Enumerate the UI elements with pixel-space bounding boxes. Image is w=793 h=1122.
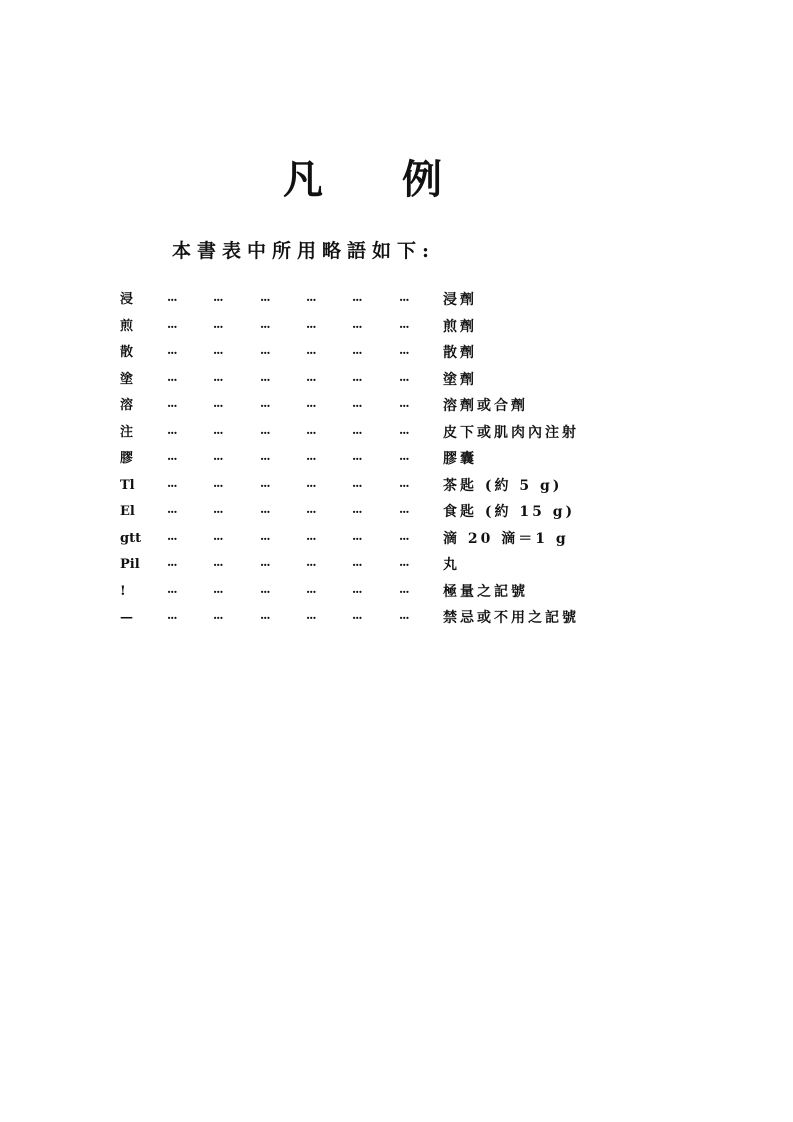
abbreviation-row — [0, 526, 793, 553]
leader-dots: ··· — [213, 558, 223, 572]
leader-dots: ··· — [213, 584, 223, 599]
abbreviation: Tl — [120, 477, 135, 493]
leader-dots: ··· — [399, 425, 409, 440]
leader-dots: ··· — [167, 425, 177, 440]
leader-dots: ··· — [399, 611, 409, 625]
abbreviation-meaning: 皮下或肌肉內注射 — [443, 424, 579, 441]
abbreviation-meaning: 浸劑 — [443, 292, 477, 308]
leader-dots: ··· — [260, 478, 270, 493]
abbreviation-meaning: 溶劑或合劑 — [443, 398, 528, 414]
leader-dots: ··· — [306, 399, 316, 413]
leader-dots: ··· — [213, 478, 223, 493]
abbreviation-row — [0, 605, 793, 632]
leader-dots: ··· — [399, 584, 409, 599]
abbreviation-row — [0, 287, 793, 314]
abbreviation-meaning: 散劑 — [443, 345, 477, 361]
abbreviation: ! — [120, 583, 126, 599]
leader-dots: ··· — [306, 346, 316, 360]
leader-dots: ··· — [167, 531, 177, 546]
leader-dots: ··· — [260, 425, 270, 440]
leader-dots: ··· — [260, 584, 270, 599]
abbreviation-meaning: 極量之記號 — [443, 583, 528, 600]
leader-dots: ··· — [399, 452, 409, 466]
leader-dots: ··· — [213, 531, 223, 546]
leader-dots: ··· — [260, 558, 270, 572]
abbreviation-meaning: 禁忌或不用之記號 — [443, 610, 579, 626]
leader-dots: ··· — [306, 452, 316, 466]
leader-dots: ··· — [260, 372, 270, 387]
leader-dots: ··· — [352, 505, 362, 519]
abbreviation-row — [0, 579, 793, 606]
leader-dots: ··· — [352, 346, 362, 360]
abbreviation-meaning: 滴 20 滴＝1 g — [443, 530, 569, 547]
leader-dots: ··· — [306, 319, 316, 334]
leader-dots: ··· — [352, 399, 362, 413]
leader-dots: ··· — [352, 531, 362, 546]
leader-dots: ··· — [167, 584, 177, 599]
leader-dots: ··· — [352, 452, 362, 466]
leader-dots: ··· — [167, 611, 177, 625]
leader-dots: ··· — [260, 399, 270, 413]
leader-dots: ··· — [167, 478, 177, 493]
abbreviation-row — [0, 446, 793, 473]
leader-dots: ··· — [260, 611, 270, 625]
leader-dots: ··· — [260, 452, 270, 466]
leader-dots: ··· — [352, 319, 362, 334]
leader-dots: ··· — [213, 452, 223, 466]
abbreviation-row — [0, 420, 793, 447]
leader-dots: ··· — [352, 372, 362, 387]
leader-dots: ··· — [306, 531, 316, 546]
abbreviation-row — [0, 473, 793, 500]
leader-dots: ··· — [399, 478, 409, 493]
leader-dots: ··· — [399, 372, 409, 387]
abbreviation-meaning: 膠囊 — [443, 451, 477, 467]
leader-dots: ··· — [399, 558, 409, 572]
leader-dots: ··· — [260, 346, 270, 360]
leader-dots: ··· — [260, 319, 270, 334]
leader-dots: ··· — [167, 319, 177, 334]
leader-dots: ··· — [260, 293, 270, 307]
abbreviation: 膠 — [120, 451, 134, 466]
abbreviation-meaning: 食匙 (約 15 g) — [443, 504, 576, 520]
leader-dots: ··· — [352, 478, 362, 493]
leader-dots: ··· — [167, 452, 177, 466]
intro-text: 本書表中所用略語如下: — [172, 240, 436, 262]
leader-dots: ··· — [306, 611, 316, 625]
leader-dots: ··· — [167, 372, 177, 387]
leader-dots: ··· — [306, 584, 316, 599]
leader-dots: ··· — [352, 558, 362, 572]
leader-dots: ··· — [167, 346, 177, 360]
abbreviation: El — [120, 504, 135, 519]
abbreviation-row — [0, 314, 793, 341]
leader-dots: ··· — [399, 346, 409, 360]
leader-dots: ··· — [167, 558, 177, 572]
leader-dots: ··· — [352, 425, 362, 440]
leader-dots: ··· — [399, 399, 409, 413]
leader-dots: ··· — [352, 293, 362, 307]
leader-dots: ··· — [213, 293, 223, 307]
abbreviation-row — [0, 340, 793, 367]
leader-dots: ··· — [399, 531, 409, 546]
leader-dots: ··· — [352, 611, 362, 625]
leader-dots: ··· — [213, 372, 223, 387]
abbreviation-table — [0, 287, 793, 632]
abbreviation-row — [0, 499, 793, 526]
abbreviation: 溶 — [120, 398, 134, 413]
leader-dots: ··· — [213, 505, 223, 519]
leader-dots: ··· — [213, 399, 223, 413]
leader-dots: ··· — [306, 372, 316, 387]
leader-dots: ··· — [306, 478, 316, 493]
page-title-char-2: 例 — [402, 156, 442, 203]
abbreviation: 塗 — [120, 371, 134, 387]
abbreviation: 煎 — [120, 318, 134, 334]
leader-dots: ··· — [213, 346, 223, 360]
leader-dots: ··· — [306, 293, 316, 307]
leader-dots: ··· — [306, 425, 316, 440]
abbreviation-meaning: 丸 — [443, 557, 460, 573]
leader-dots: ··· — [167, 399, 177, 413]
abbreviation-meaning: 塗劑 — [443, 371, 477, 388]
leader-dots: ··· — [213, 425, 223, 440]
abbreviation: gtt — [120, 530, 142, 546]
abbreviation-meaning: 煎劑 — [443, 318, 477, 335]
abbreviation-row — [0, 393, 793, 420]
leader-dots: ··· — [399, 293, 409, 307]
leader-dots: ··· — [306, 505, 316, 519]
leader-dots: ··· — [213, 611, 223, 625]
leader-dots: ··· — [399, 505, 409, 519]
leader-dots: ··· — [352, 584, 362, 599]
leader-dots: ··· — [260, 505, 270, 519]
leader-dots: ··· — [213, 319, 223, 334]
abbreviation: Pil — [120, 557, 140, 572]
abbreviation-row — [0, 552, 793, 579]
leader-dots: ··· — [260, 531, 270, 546]
abbreviation: — — [120, 610, 133, 625]
page-title-char-1: 凡 — [283, 156, 323, 203]
abbreviation: 散 — [120, 345, 134, 360]
leader-dots: ··· — [167, 293, 177, 307]
leader-dots: ··· — [399, 319, 409, 334]
abbreviation-row — [0, 367, 793, 394]
abbreviation: 浸 — [120, 292, 134, 307]
abbreviation: 注 — [120, 424, 134, 440]
abbreviation-meaning: 茶匙 (約 5 g) — [443, 477, 563, 494]
leader-dots: ··· — [167, 505, 177, 519]
page-title — [0, 150, 793, 210]
leader-dots: ··· — [306, 558, 316, 572]
